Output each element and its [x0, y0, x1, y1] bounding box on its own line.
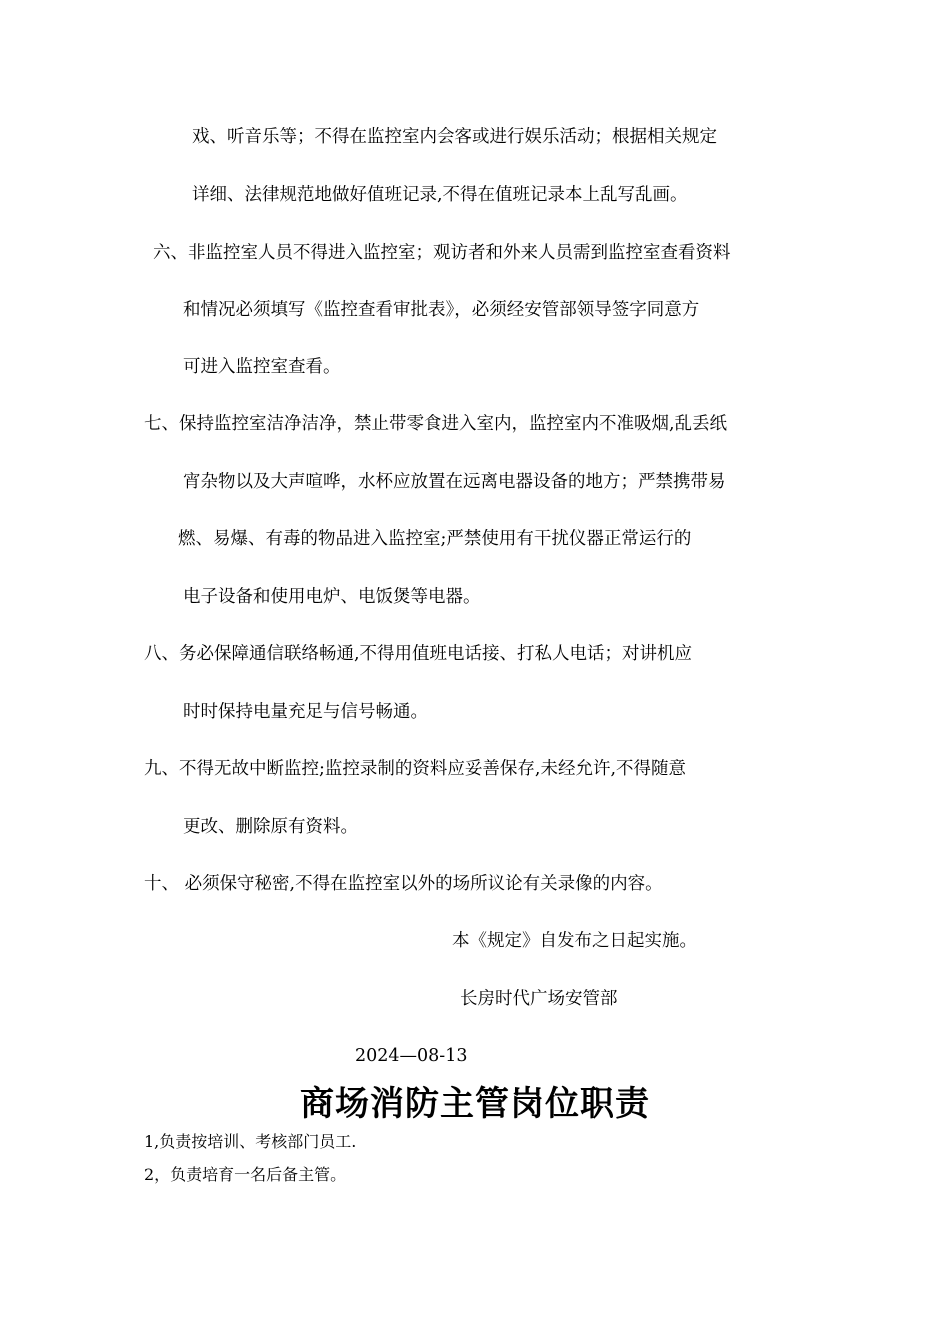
- rule-6-line-3: 可进入监控室查看。: [183, 357, 341, 377]
- rule-7-line-1: 七、保持监控室洁净洁净，禁止带零食进入室内，监控室内不准吸烟,乱丢纸: [144, 414, 728, 434]
- duty-item-2: 2，负责培育一名后备主管。: [144, 1165, 347, 1184]
- rule-9-line-2: 更改、删除原有资料。: [183, 817, 358, 837]
- rule-6-line-2: 和情况必须填写《监控查看审批表》，必须经安管部领导签字同意方: [183, 300, 700, 320]
- rule-10-line-1: 十、 必须保守秘密,不得在监控室以外的场所议论有关录像的内容。: [144, 874, 663, 894]
- rule-8-line-1: 八、务必保障通信联络畅通,不得用值班电话接、打私人电话；对讲机应: [144, 644, 693, 664]
- section-title: 商场消防主管岗位职责: [300, 1084, 650, 1124]
- rule-9-line-1: 九、不得无故中断监控;监控录制的资料应妥善保存,未经允许,不得随意: [144, 759, 687, 779]
- issue-date: 2024—08-13: [355, 1046, 468, 1066]
- rule-7-line-3: 燃、易爆、有毒的物品进入监控室;严禁使用有干扰仪器正常运行的: [178, 529, 692, 549]
- duty-item-1: 1,负责按培训、考核部门员工.: [144, 1132, 357, 1151]
- issuing-department: 长房时代广场安管部: [460, 989, 618, 1009]
- effective-statement: 本《规定》自发布之日起实施。: [452, 931, 697, 951]
- continuation-line-1: 戏、听音乐等；不得在监控室内会客或进行娱乐活动；根据相关规定: [192, 127, 717, 147]
- rule-8-line-2: 时时保持电量充足与信号畅通。: [183, 702, 428, 722]
- continuation-line-2: 详细、法律规范地做好值班记录,不得在值班记录本上乱写乱画。: [192, 185, 688, 205]
- rule-7-line-2: 宵杂物以及大声喧哗，水杯应放置在远离电器设备的地方；严禁携带易: [183, 472, 726, 492]
- rule-7-line-4: 电子设备和使用电炉、电饭煲等电器。: [183, 587, 481, 607]
- rule-6-line-1: 六、非监控室人员不得进入监控室；观访者和外来人员需到监控室查看资料: [153, 243, 731, 263]
